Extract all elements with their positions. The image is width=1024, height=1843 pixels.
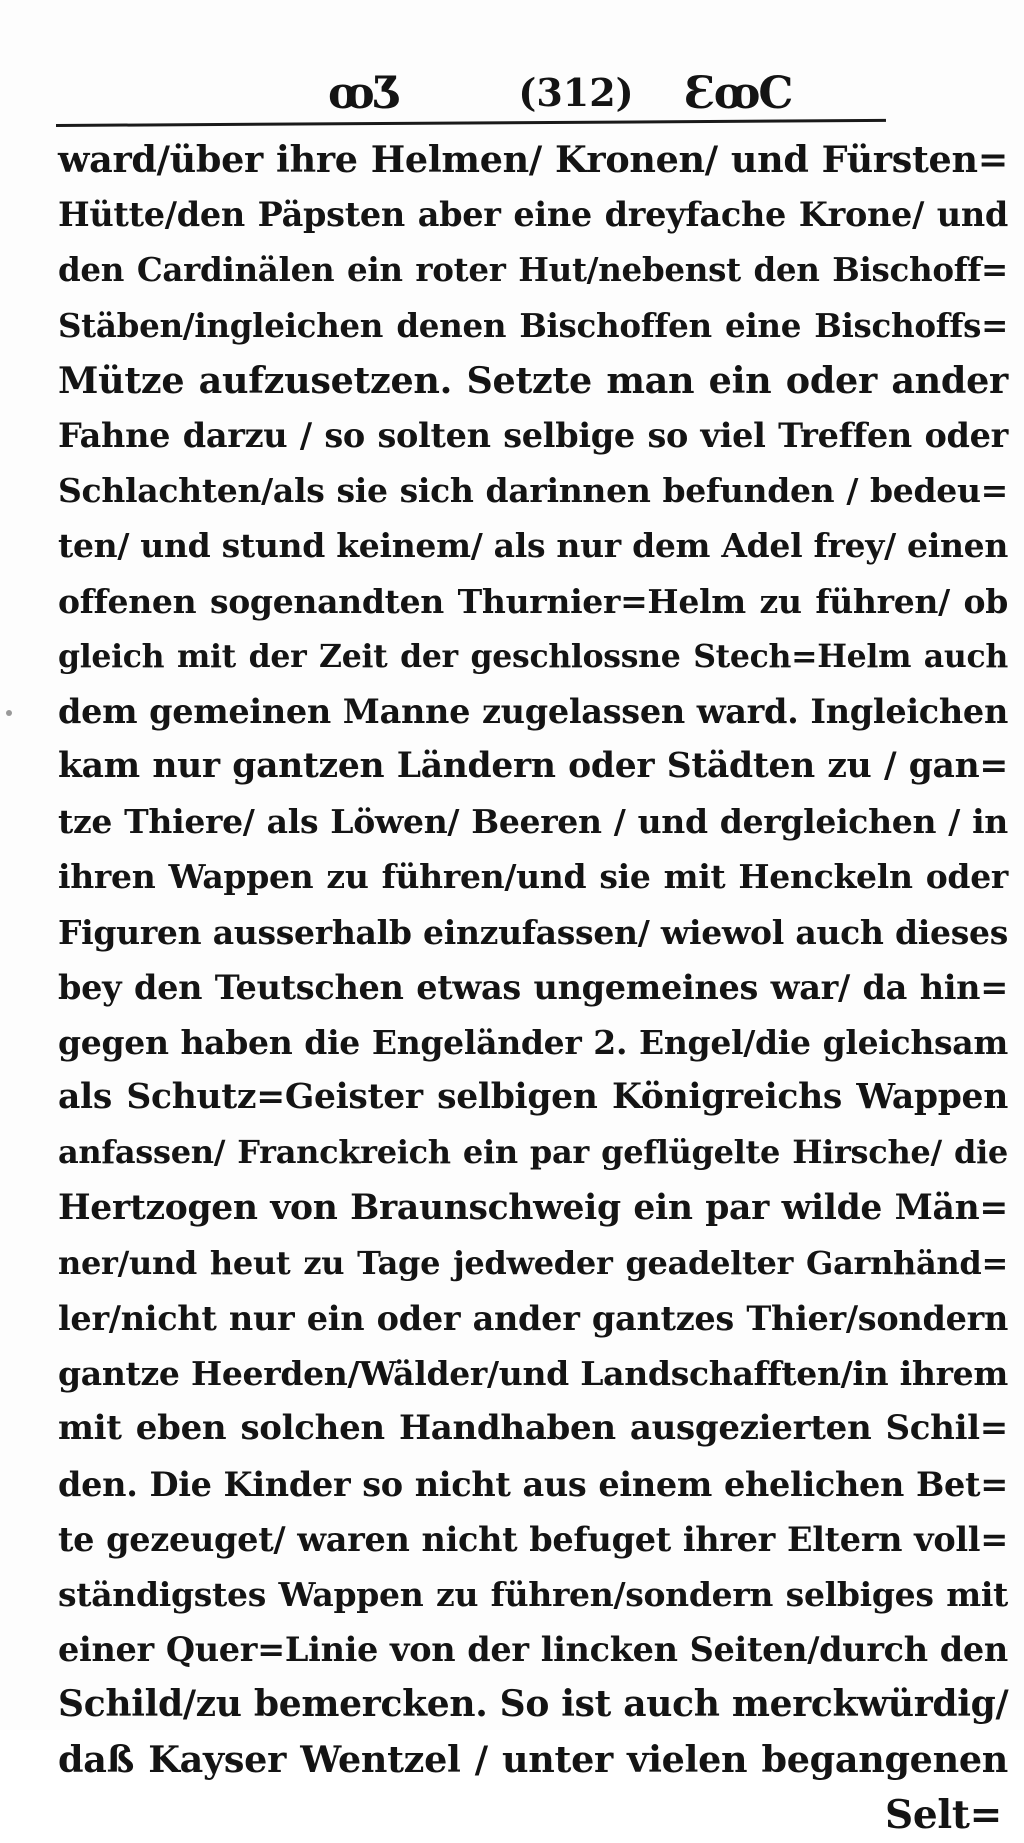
text-line: ten/ und stund keinem/ als nur dem Adel frey/ einen [58, 526, 1009, 566]
text-line: Hertzogen von Braunschweig ein par wilde Män= [58, 1187, 1008, 1228]
text-line: den. Die Kinder so nicht aus einem ehelichen Bet= [58, 1464, 1008, 1504]
text-line: daß Kayser Wentzel / unter vielen begangenen [58, 1738, 1008, 1782]
text-line: dem gemeinen Manne zugelassen ward. Ingleichen [58, 691, 1008, 731]
text-line: bey den Teutschen etwas ungemeines war/ da hin= [58, 967, 1008, 1007]
body-text [58, 132, 1008, 1843]
text-line: gleich mit der Zeit der geschlossne Stech=Helm auch [58, 637, 1008, 675]
text-line: Figuren ausserhalb einzufassen/ wiewol auch dieses [58, 912, 1008, 952]
text-line: einer Quer=Linie von der lincken Seiten/durch den [58, 1630, 1008, 1670]
page-header [56, 62, 1006, 122]
text-line: ward/über ihre Helmen/ Kronen/ und Fürsten= [58, 138, 1008, 181]
text-line: offenen sogenandten Thurnier=Helm zu führen/ ob [58, 581, 1008, 621]
text-line: Hütte/den Päpsten aber eine dreyfache Krone/ und [58, 195, 1008, 235]
text-line: Fahne darzu / so solten selbige so viel Treffen oder [58, 415, 1008, 455]
text-line: te gezeuget/ waren nicht befuget ihrer Eltern voll= [58, 1519, 1008, 1559]
text-line: tze Thiere/ als Löwen/ Beeren / und dergleichen / in [58, 802, 1008, 842]
text-line: den Cardinälen ein roter Hut/nebenst den Bischoff= [58, 250, 1008, 290]
margin-smudge [6, 710, 12, 716]
text-line: gantze Heerden/Wälder/und Landschafften/in ihrem [58, 1354, 1008, 1394]
header-ornament-right: ƐꝏC [684, 68, 792, 119]
text-line: anfassen/ Franckreich ein par geflügelte Hirsche/ die [58, 1133, 1008, 1172]
text-line: als Schutz=Geister selbigen Königreichs Wappen [58, 1077, 1008, 1118]
text-line: ihren Wappen zu führen/und sie mit Henckeln oder [58, 857, 1008, 897]
text-line: gegen haben die Engeländer 2. Engel/die gleichsam [58, 1023, 1008, 1062]
text-line: mit eben solchen Handhaben ausgezierten Schil= [58, 1408, 1008, 1449]
text-line: Schild/zu bemercken. So ist auch merckwürdig/ [58, 1683, 1009, 1726]
text-line: ler/nicht nur ein oder ander gantzes Thier/sondern [58, 1298, 1008, 1338]
text-line: ner/und heut zu Tage jedweder geadelter Garnhänd= [58, 1243, 1008, 1282]
catchword: Selt= [885, 1791, 1002, 1838]
text-line: kam nur gantzen Ländern oder Städten zu / gan= [58, 746, 1008, 787]
text-line: ständigstes Wappen zu führen/sondern selbiges mit [58, 1574, 1008, 1614]
text-line: Mütze aufzusetzen. Setzte man ein oder ander [58, 358, 1008, 402]
text-line: Stäben/ingleichen denen Bischoffen eine Bischoffs= [58, 305, 1008, 345]
header-ornament-left: ꝏƷ [328, 68, 400, 119]
page-number: (312) [518, 70, 634, 115]
text-line: Schlachten/als sie sich darinnen befunden / bedeu= [58, 471, 1008, 511]
